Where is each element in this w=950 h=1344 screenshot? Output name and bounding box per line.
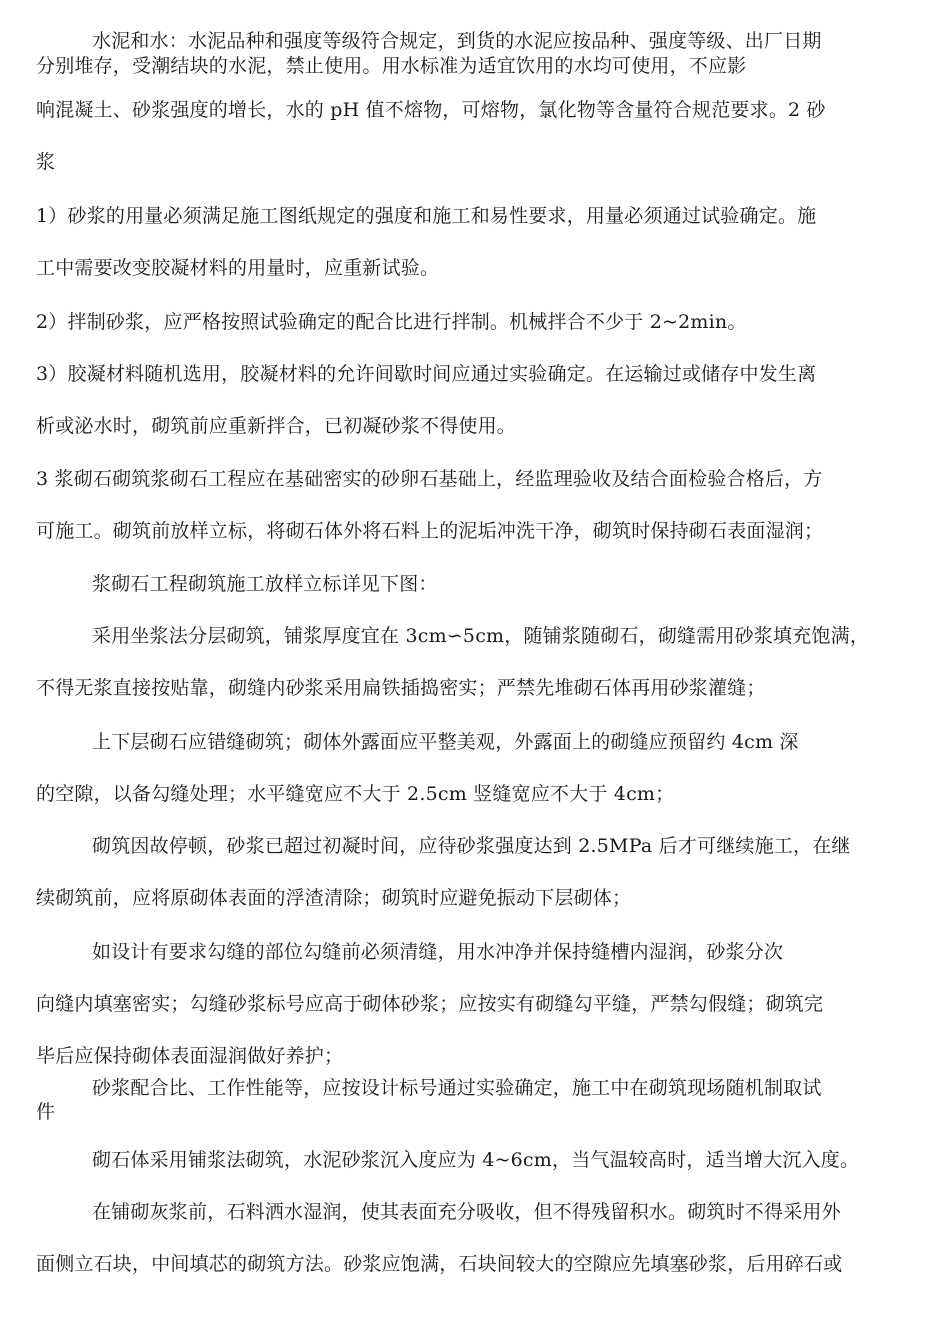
text-line: 上下层砌石应错缝砌筑；砌体外露面应平整美观，外露面上的砌缝应预留约 4cm 深	[92, 731, 799, 753]
text-line: 浆砌石工程砌筑施工放样立标详见下图：	[92, 573, 438, 595]
text-line: 工中需要改变胶凝材料的用量时，应重新试验。	[36, 257, 440, 279]
text-line: 如设计有要求勾缝的部位勾缝前必须清缝，用水冲净并保持缝槽内湿润，砂浆分次	[92, 941, 784, 963]
text-line: 件	[36, 1101, 56, 1123]
text-line: 分别堆存，受潮结块的水泥，禁止使用。用水标准为适宜饮用的水均可使用，不应影	[36, 55, 747, 77]
text-line: 砌石体采用铺浆法砌筑，水泥砂浆沉入度应为 4~6cm，当气温较高时，适当增大沉入度。	[92, 1149, 860, 1171]
text-line: 砂浆配合比、工作性能等，应按设计标号通过实验确定，施工中在砌筑现场随机制取试	[92, 1077, 822, 1099]
text-line: 的空隙，以备勾缝处理；水平缝宽应不大于 2.5cm 竖缝宽应不大于 4cm；	[36, 783, 675, 805]
text-line: 续砌筑前，应将原砌体表面的浮渣清除；砌筑时应避免振动下层砌体；	[36, 887, 632, 909]
text-line: 2）拌制砂浆，应严格按照试验确定的配合比进行拌制。机械拌合不少于 2~2min。	[36, 311, 747, 333]
text-line: 面侧立石块，中间填芯的砌筑方法。砂浆应饱满，石块间较大的空隙应先填塞砂浆，后用碎石或	[36, 1253, 843, 1275]
text-line: 毕后应保持砌体表面湿润做好养护；	[36, 1045, 344, 1067]
text-line: 析或泌水时，砌筑前应重新拌合，已初凝砂浆不得使用。	[36, 415, 517, 437]
text-line: 3 浆砌石砌筑浆砌石工程应在基础密实的砂卵石基础上，经监理验收及结合面检验合格后，方	[36, 468, 823, 490]
text-line: 浆	[36, 151, 56, 173]
text-line: 水泥和水：水泥品种和强度等级符合规定，到货的水泥应按品种、强度等级、出厂日期	[92, 30, 822, 52]
text-line: 采用坐浆法分层砌筑，铺浆厚度宜在 3cm∽5cm，随铺浆随砌石，砌缝需用砂浆填充饱满，	[92, 625, 870, 647]
text-line: 向缝内填塞密实；勾缝砂浆标号应高于砌体砂浆；应按实有砌缝勾平缝，严禁勾假缝；砌筑完	[36, 993, 824, 1015]
text-line: 响混凝土、砂浆强度的增长，水的 pH 值不熔物，可熔物，氯化物等含量符合规范要求。2 砂	[36, 99, 826, 121]
text-line: 3）胶凝材料随机选用，胶凝材料的允许间歇时间应通过实验确定。在运输过或储存中发生离	[36, 363, 817, 385]
text-line: 在铺砌灰浆前，石料洒水湿润，使其表面充分吸收，但不得残留积水。砌筑时不得采用外	[92, 1201, 841, 1223]
text-line: 砌筑因故停顿，砂浆已超过初凝时间，应待砂浆强度达到 2.5MPa 后才可继续施工，在继	[92, 835, 851, 857]
text-line: 可施工。砌筑前放样立标，将砌石体外将石料上的泥垢冲洗干净，砌筑时保持砌石表面湿润；	[36, 520, 824, 542]
text-line: 1）砂浆的用量必须满足施工图纸规定的强度和施工和易性要求，用量必须通过试验确定。施	[36, 205, 817, 227]
text-line: 不得无浆直接按贴靠，砌缝内砂浆采用扁铁插捣密实；严禁先堆砌石体再用砂浆灌缝；	[36, 677, 766, 699]
